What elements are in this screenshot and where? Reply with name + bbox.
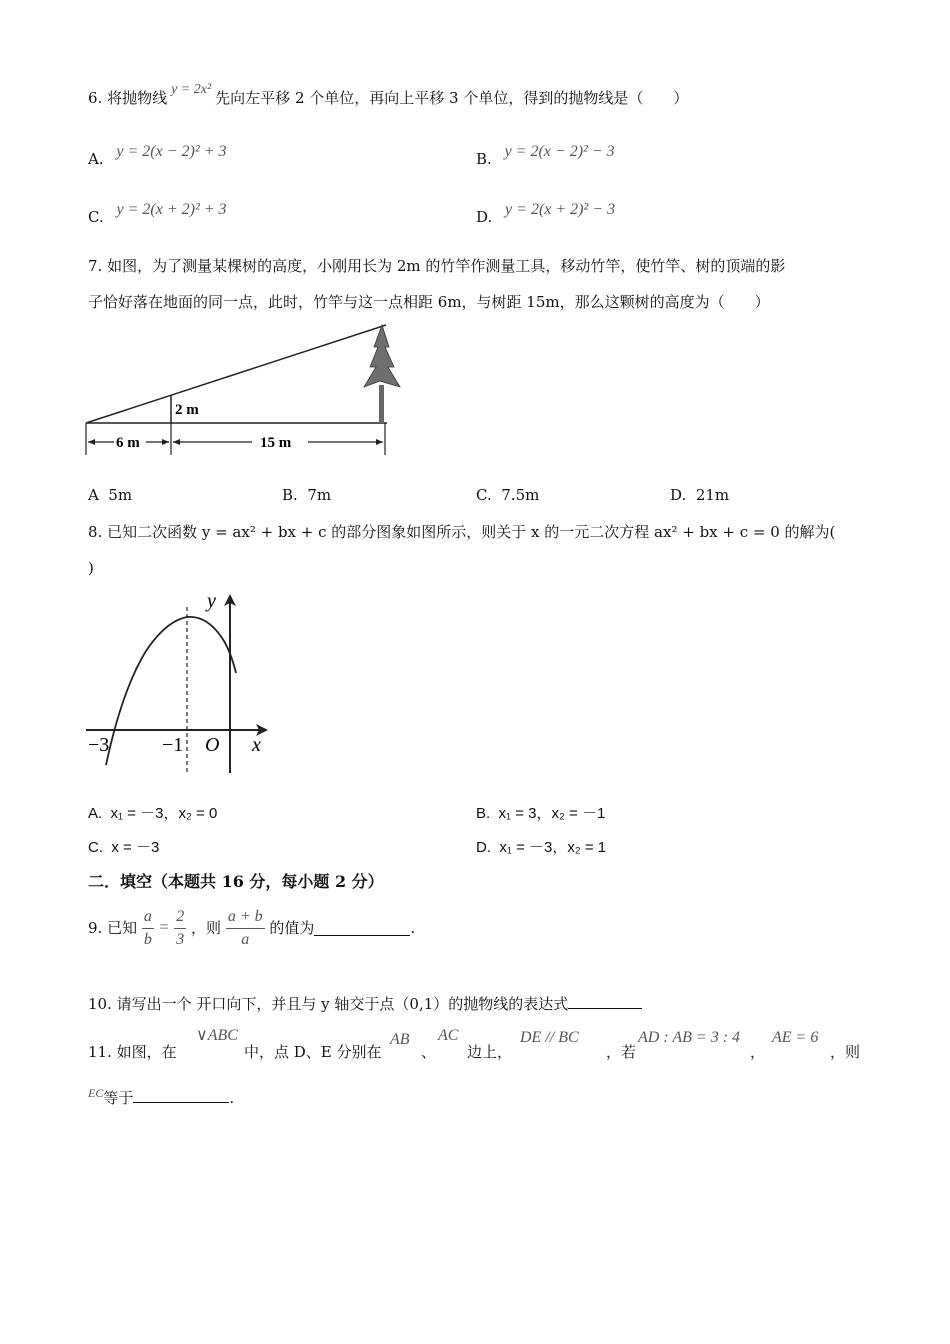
q9-stem: 9. 已知 $\frac{a}{b}$ = $\frac{2}{3}$ ，则 $\frac{a + b}{a}$ 的值为 . xyxy=(88,904,415,951)
q10-answer-blank[interactable] xyxy=(568,994,642,1009)
q11-answer-blank[interactable] xyxy=(133,1088,229,1103)
q6-stem: 6. 将抛物线 y = 2x² 先向左平移 2 个单位，再向上平移 3 个单位，得到的抛物线是（ ） xyxy=(88,82,689,107)
q6-option-c: C. y = 2(x + 2)² + 3 xyxy=(88,201,227,226)
q8-stem-line2: ) xyxy=(88,559,94,577)
fraction-a-plus-b-over-a: $\frac{a + b}{a}$ xyxy=(227,907,263,948)
y-axis-label: y xyxy=(207,590,216,612)
tree-icon xyxy=(364,325,400,423)
q9-answer-blank[interactable] xyxy=(314,921,410,936)
q6-option-a: A. y = 2(x − 2)² + 3 xyxy=(88,143,227,168)
q7-option-a: A 5m xyxy=(88,486,133,504)
pole-label: 2 m xyxy=(175,402,199,418)
tree-measure-figure xyxy=(80,315,420,460)
fraction-a-over-b: $\frac{a}{b}$ xyxy=(143,907,152,948)
q8-option-c: C. x = －3 xyxy=(88,839,160,856)
fraction-2-over-3: $\frac{2}{3}$ xyxy=(176,907,185,948)
origin-label: O xyxy=(205,734,220,756)
left-distance-label: 6 m xyxy=(116,435,140,451)
q11-stem-line2: $^{EC}$等于 . xyxy=(88,1086,235,1107)
q10-stem: 10. 请写出一个 开口向下，并且与 y 轴交于点（0,1）的抛物线的表达式 xyxy=(88,994,642,1014)
q8-option-a: A. x₁ = －3，x₂ = 0 xyxy=(88,805,218,822)
q7-option-d: D. 21m xyxy=(670,486,730,504)
q8-stem-line1: 8. 已知二次函数 y = ax² + bx + c 的部分图象如图所示，则关于 x 的一元二次方程 ax² + bx + c = 0 的解为( xyxy=(88,523,836,541)
q11-stem-line1: 11. 如图，在 ∨ABC 中，点 D、E 分别在 AB 、 AC 边上， DE // BC ，若 AD : AB = 3 : 4 ， AE = 6 ，则 xyxy=(88,1027,861,1061)
q7-stem-line2: 子恰好落在地面的同一点，此时，竹竿与这一点相距 6m，与树距 15m，那么这颗树的高度为（ ） xyxy=(88,293,770,311)
q7-option-b: B. 7m xyxy=(282,486,332,504)
tick-label-minus1: −1 xyxy=(162,734,184,756)
q6-option-d: D. y = 2(x + 2)² − 3 xyxy=(476,201,616,226)
section-2-title: 二．填空（本题共 16 分，每小题 2 分） xyxy=(88,872,384,891)
q6-option-b: B. y = 2(x − 2)² − 3 xyxy=(476,143,615,168)
right-distance-label: 15 m xyxy=(260,435,292,451)
q7-option-c: C. 7.5m xyxy=(476,486,540,504)
q7-stem-line1: 7. 如图，为了测量某棵树的高度，小刚用长为 2m 的竹竿作测量工具，移动竹竿，使竹竿、树的顶端的影 xyxy=(88,257,786,275)
q6-formula: y = 2x² xyxy=(171,82,212,97)
tick-label-minus3: −3 xyxy=(88,734,110,756)
sight-line xyxy=(86,325,386,423)
q8-option-d: D. x₁ = －3，x₂ = 1 xyxy=(476,839,607,856)
q8-option-b: B. x₁ = 3，x₂ = －1 xyxy=(476,805,606,822)
parabola-graph xyxy=(80,585,280,780)
x-axis-label: x xyxy=(252,734,261,756)
